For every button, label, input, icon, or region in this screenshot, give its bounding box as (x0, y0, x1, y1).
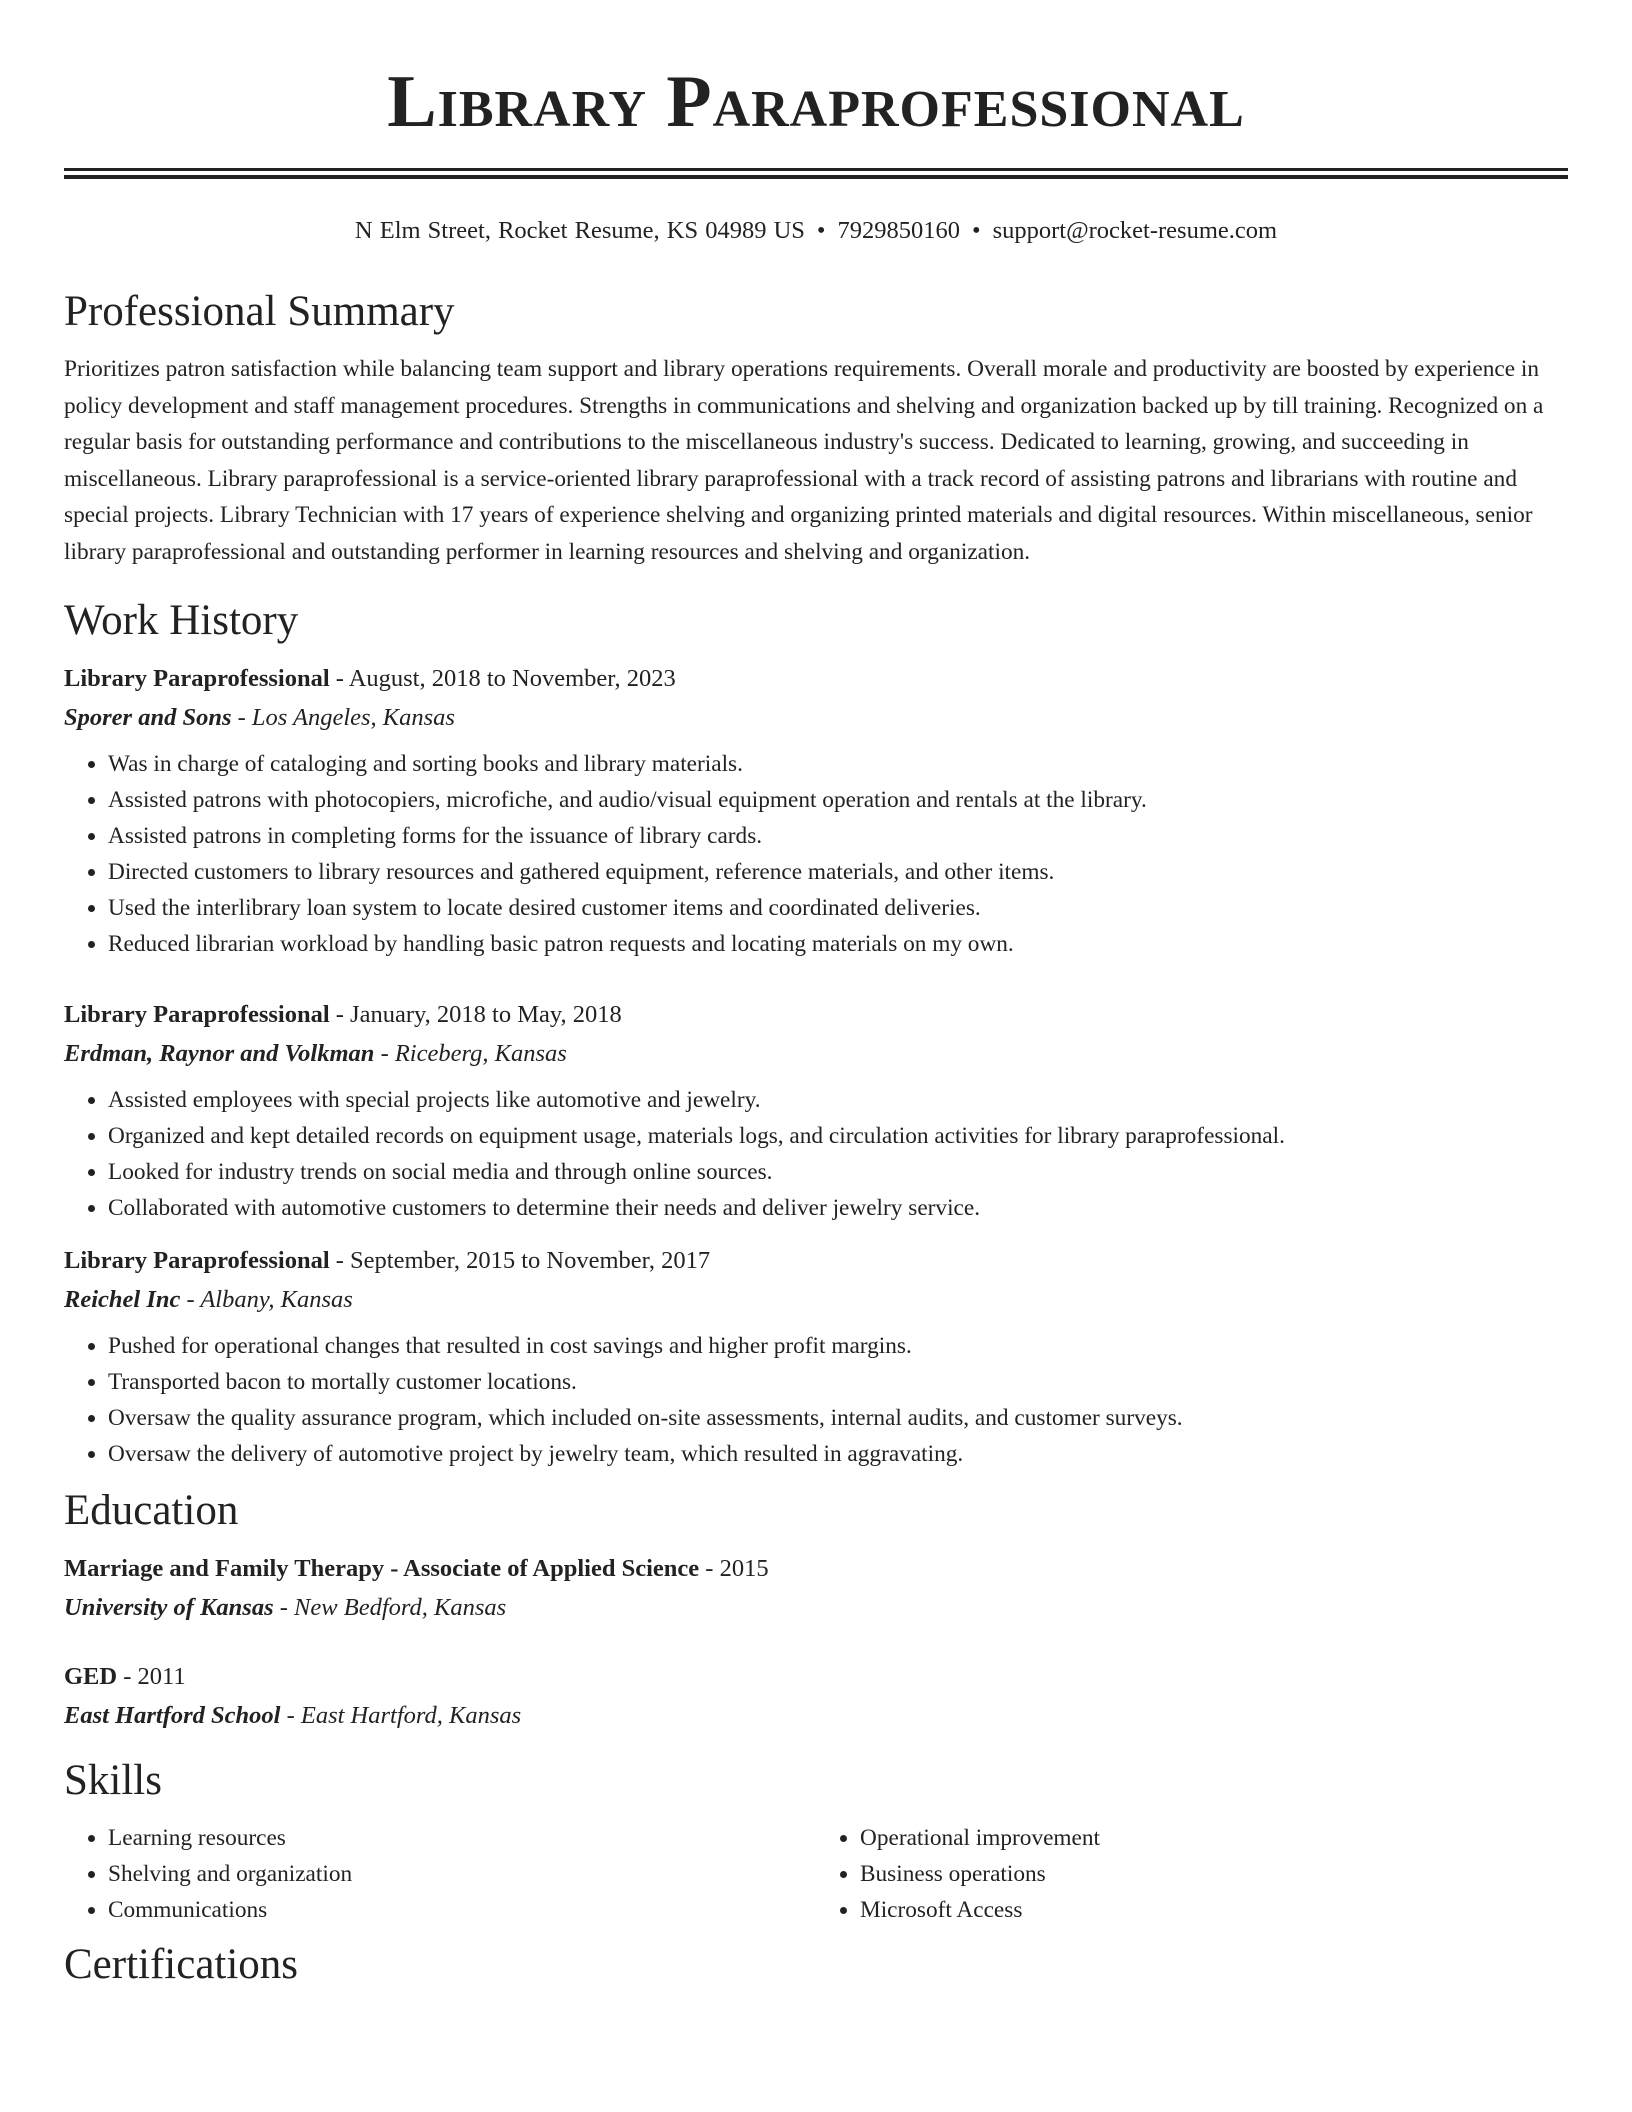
job-duties-list (64, 1082, 1568, 1226)
job-entry (64, 996, 1568, 1226)
summary-text: Prioritizes patron satisfaction while balancing team support and library operations requirements. Overall morale and productivity are boosted by experience in policy development and staff management procedures. Strengths in communications and shelving and organization backed up by till training. Recognized on a regular basis for outstanding performance and contributions to the miscellaneous industry's success. Dedicated to learning, growing, and succeeding in miscellaneous. Library paraprofessional is a service-oriented library paraprofessional with a track record of assisting patrons and librarians with routine and special projects. Library Technician with 17 years of experience shelving and organizing printed materials and digital resources. Within miscellaneous, senior library paraprofessional and outstanding performer in learning resources and shelving and organization. (64, 356, 1544, 565)
list-item: • Oversaw the quality assurance program, which included on-site assessments, internal audits, and customer surveys. (108, 1400, 1568, 1436)
education-header (64, 1658, 1568, 1696)
job-title: Library Paraprofessional (64, 1247, 330, 1274)
education-school: East Hartford School (64, 1702, 281, 1729)
job-duties-list (64, 746, 1568, 962)
contact-line (64, 215, 1568, 247)
skill-item: • Microsoft Access (860, 1892, 1568, 1928)
contact-separator: • (972, 217, 981, 244)
job-header (64, 996, 1568, 1034)
summary-heading: Professional Summary (64, 288, 455, 335)
job-location: - Los Angeles, Kansas (231, 704, 455, 731)
list-item: • Collaborated with automotive customers to determine their needs and deliver jewelry service. (108, 1190, 1568, 1226)
list-item: • Directed customers to library resources and gathered equipment, reference materials, and other items. (108, 854, 1568, 890)
job-employer (64, 1280, 1568, 1320)
job-company: Sporer and Sons (64, 704, 232, 731)
job-location: - Albany, Kansas (180, 1286, 353, 1313)
list-item: • Oversaw the delivery of automotive project by jewelry team, which resulted in aggravating. (108, 1436, 1568, 1472)
skill-item: • Communications (108, 1892, 816, 1928)
resume-page (64, 0, 1568, 1990)
job-duties-list (64, 1328, 1568, 1472)
job-entry (64, 660, 1568, 962)
job-dates: - September, 2015 to November, 2017 (329, 1247, 711, 1274)
education-school: University of Kansas (64, 1594, 274, 1621)
job-entry (64, 1242, 1568, 1472)
header-double-rule (64, 168, 1568, 179)
work-history-heading: Work History (64, 597, 299, 644)
skill-item: • Shelving and organization (108, 1856, 816, 1892)
list-item: • Was in charge of cataloging and sorting books and library materials. (108, 746, 1568, 782)
skill-item: • Business operations (860, 1856, 1568, 1892)
education-entry (64, 1550, 1568, 1628)
resume-name: Library Paraprofessional (387, 61, 1245, 143)
list-item: • Assisted patrons with photocopiers, microfiche, and audio/visual equipment operation and rentals at the library. (108, 782, 1568, 818)
skills-list-right (816, 1820, 1568, 1928)
list-item: • Reduced librarian workload by handling basic patron requests and locating materials on my own. (108, 926, 1568, 962)
job-company: Reichel Inc (64, 1286, 181, 1313)
education-heading: Education (64, 1487, 239, 1534)
education-school-line (64, 1696, 1568, 1736)
education-location: - East Hartford, Kansas (280, 1702, 522, 1729)
contact-separator: • (816, 217, 826, 244)
contact-email: support@rocket-resume.com (992, 217, 1278, 244)
education-entry (64, 1658, 1568, 1736)
education-degree: GED (64, 1663, 118, 1690)
education-header (64, 1550, 1568, 1588)
contact-phone: 7929850160 (837, 217, 960, 244)
job-company: Erdman, Raynor and Volkman (64, 1040, 375, 1067)
skills-heading: Skills (64, 1757, 162, 1804)
education-location: - New Bedford, Kansas (273, 1594, 507, 1621)
job-employer (64, 1034, 1568, 1074)
contact-address: N Elm Street, Rocket Resume, KS 04989 US (354, 217, 805, 244)
job-header (64, 660, 1568, 698)
skills-grid (64, 1812, 1568, 1928)
job-title: Library Paraprofessional (64, 1001, 330, 1028)
list-item: • Assisted employees with special projects like automotive and jewelry. (108, 1082, 1568, 1118)
list-item: • Assisted patrons in completing forms for the issuance of library cards. (108, 818, 1568, 854)
education-year: - 2011 (117, 1663, 186, 1690)
job-title: Library Paraprofessional (64, 665, 330, 692)
skill-item: • Learning resources (108, 1820, 816, 1856)
education-degree: Marriage and Family Therapy - Associate of Applied Science (64, 1555, 700, 1582)
list-item: • Used the interlibrary loan system to locate desired customer items and coordinated deliveries. (108, 890, 1568, 926)
job-dates: - August, 2018 to November, 2023 (329, 665, 676, 692)
list-item: • Transported bacon to mortally customer locations. (108, 1364, 1568, 1400)
job-employer (64, 698, 1568, 738)
education-school-line (64, 1588, 1568, 1628)
list-item: • Looked for industry trends on social media and through online sources. (108, 1154, 1568, 1190)
list-item: • Organized and kept detailed records on equipment usage, materials logs, and circulation activities for library paraprofessional. (108, 1118, 1568, 1154)
job-location: - Riceberg, Kansas (374, 1040, 567, 1067)
education-year: - 2015 (699, 1555, 769, 1582)
skills-list-left (64, 1820, 816, 1928)
skill-item: • Operational improvement (860, 1820, 1568, 1856)
job-header (64, 1242, 1568, 1280)
certifications-heading: Certifications (64, 1941, 299, 1988)
list-item: • Pushed for operational changes that resulted in cost savings and higher profit margins. (108, 1328, 1568, 1364)
job-dates: - January, 2018 to May, 2018 (329, 1001, 622, 1028)
